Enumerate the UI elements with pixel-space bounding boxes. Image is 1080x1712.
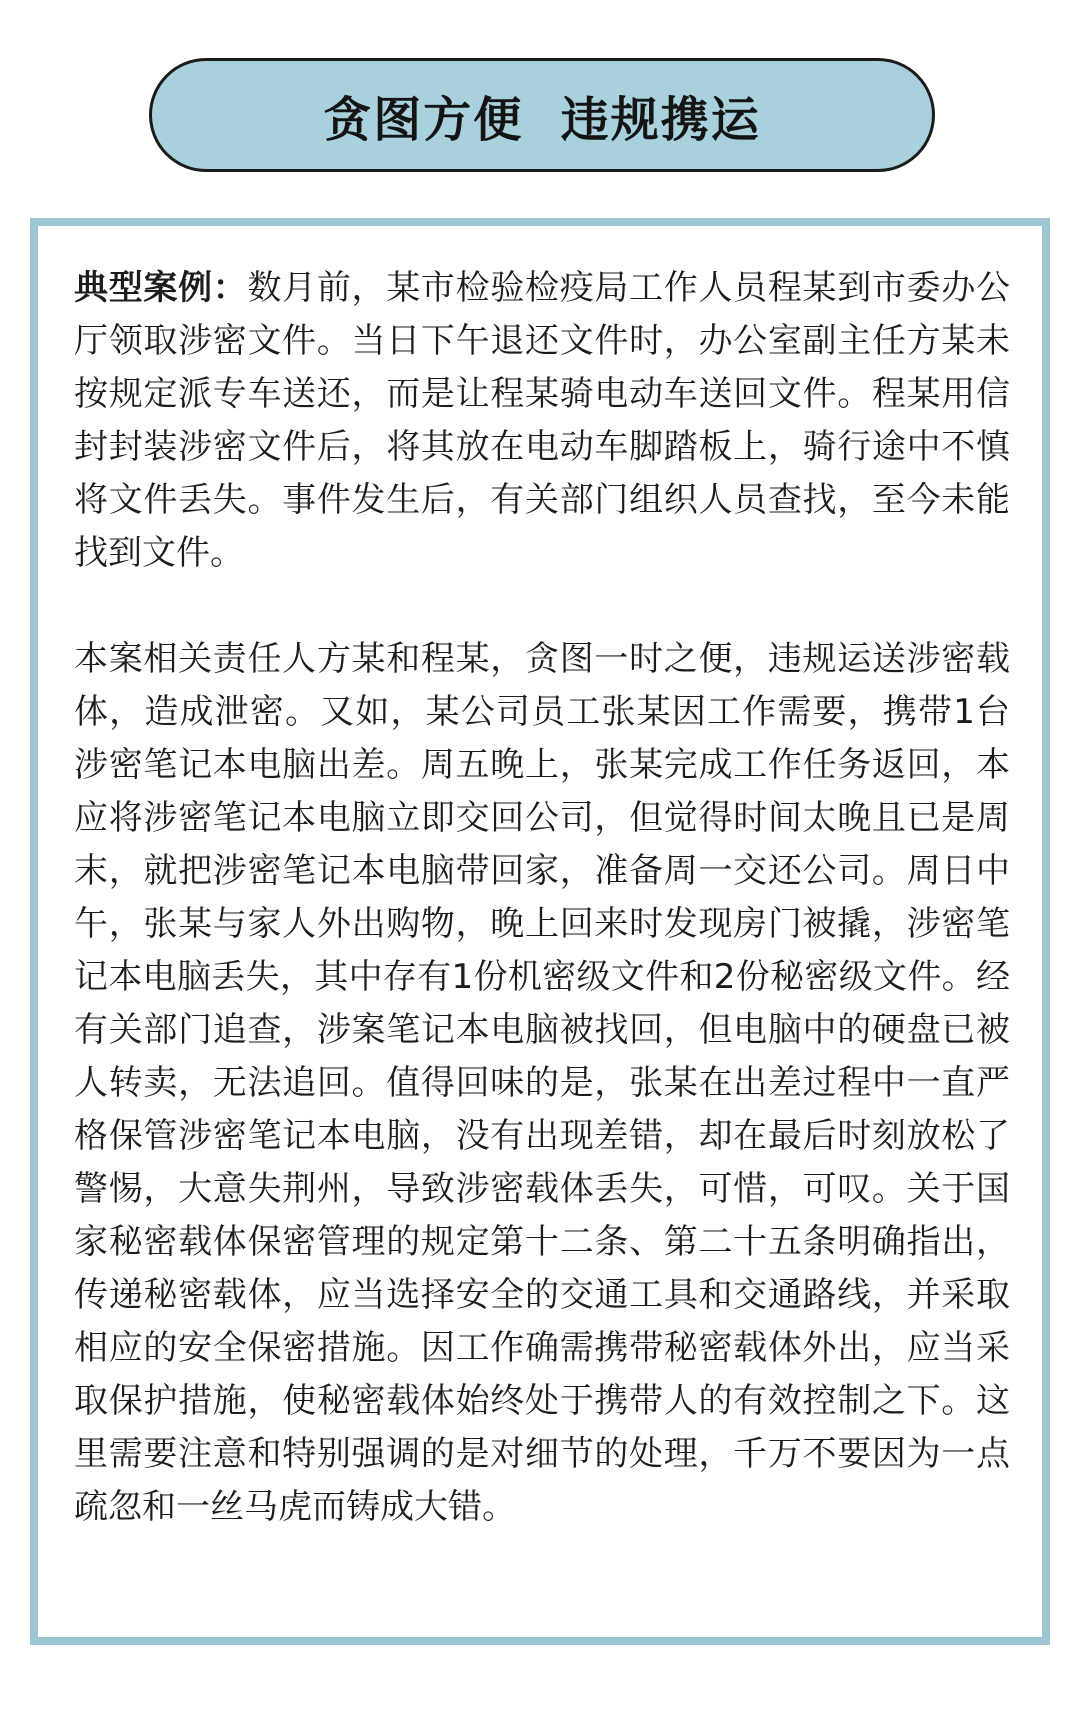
analysis-paragraph: 本案相关责任人方某和程某，贪图一时之便，违规运送涉密载体，造成泄密。又如，某公司员工张某因工作需要，携带1台涉密笔记本电脑出差。周五晚上，张某完成工作任务返回，本应将涉密笔记本电脑立即交回公司，但觉得时间太晚且已是周末，就把涉密笔记本电脑带回家，准备周一交还公司。周日中午，张某与家人外出购物，晚上回来时发现房门被撬，涉密笔记本电脑丢失，其中存有1份机密级文件和2份秘密级文件。经有关部门追查，涉案笔记本电脑被找回，但电脑中的硬盘已被人转卖，无法追回。值得回味的是，张某在出差过程中一直严格保管涉密笔记本电脑，没有出现差错，却在最后时刻放松了警惕，大意失荆州，导致涉密载体丢失，可惜，可叹。关于国家秘密载体保密管理的规定第十二条、第二十五条明确指出，传递秘密载体，应当选择安全的交通工具和交通路线，并采取相应的安全保密措施。因工作确需携带秘密载体外出，应当采取保护措施，使秘密载体始终处于携带人的有效控制之下。这里需要注意和特别强调的是对细节的处理，千万不要因为一点疏忽和一丝马虎而铸成大错。 bbox=[74, 639, 1010, 1527]
case-label: 典型案例： bbox=[74, 268, 248, 308]
case-paragraph bbox=[74, 262, 1010, 580]
page-title: 贪图方便 违规携运 bbox=[323, 91, 761, 148]
title-banner bbox=[149, 58, 935, 172]
content-panel bbox=[30, 218, 1050, 1645]
case-text: 数月前，某市检验检疫局工作人员程某到市委办公厅领取涉密文件。当日下午退还文件时，办公室副主任方某未按规定派专车送还，而是让程某骑电动车送回文件。程某用信封封装涉密文件后，将其放在电动车脚踏板上，骑行途中不慎将文件丢失。事件发生后，有关部门组织人员查找，至今未能找到文件。 bbox=[74, 268, 1011, 573]
